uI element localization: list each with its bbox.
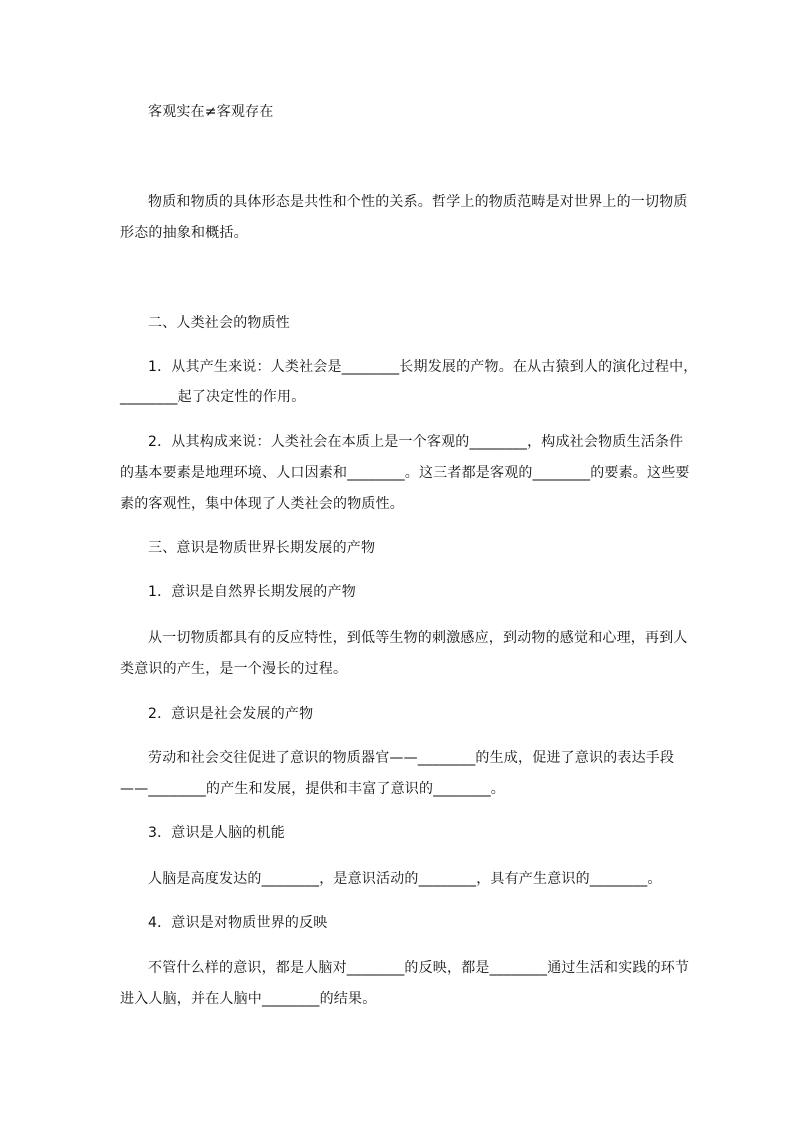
text-line-labor: 劳动和社会交往促进了意识的物质器官——________的生成，促进了意识的表达手段 [148,750,675,766]
text-line-objective-reality: 客观实在≠客观存在 [148,104,274,120]
text-line-matter-relation: 物质和物质的具体形态是共性和个性的关系。哲学上的物质范畴是对世界上的一切物质 [148,194,688,210]
section-heading-3: 三、意识是物质世界长期发展的产物 [148,540,376,556]
text-line-reflection-cont: 进入人脑，并在人脑中________的结果。 [120,991,377,1007]
subheading-social-product: 2．意识是社会发展的产物 [148,706,314,722]
subheading-brain-function: 3．意识是人脑的机能 [148,825,285,841]
subheading-reflection: 4．意识是对物质世界的反映 [148,915,328,931]
text-line-reflection: 不管什么样的意识，都是人脑对________的反映，都是________通过生活和实践的环节 [148,960,690,976]
text-line-matter-relation-cont: 形态的抽象和概括。 [120,225,248,241]
text-line-composition-end: 素的客观性，集中体现了人类社会的物质性。 [120,496,404,512]
text-line-origin-cont: ________起了决定性的作用。 [120,389,306,405]
subheading-nature-product: 1．意识是自然界长期发展的产物 [148,584,356,600]
text-line-composition-cont: 的基本要素是地理环境、人口因素和________。这三者都是客观的________的要素。这些要 [120,465,690,481]
text-line-brain: 人脑是高度发达的________，是意识活动的________，具有产生意识的________。 [148,871,662,887]
text-line-labor-cont: ——________的产生和发展，提供和丰富了意识的________。 [120,781,505,797]
text-line-composition: 2．从其构成来说：人类社会在本质上是一个客观的________，构成社会物质生活条件 [148,434,684,450]
text-line-reaction: 从一切物质都具有的反应特性，到低等生物的刺激感应，到动物的感觉和心理，再到人 [148,630,688,646]
text-line-reaction-cont: 类意识的产生，是一个漫长的过程。 [120,661,348,677]
text-line-origin: 1．从其产生来说：人类社会是________长期发展的产物。在从古猿到人的演化过程中， [148,359,698,375]
section-heading-2: 二、人类社会的物质性 [148,315,290,331]
